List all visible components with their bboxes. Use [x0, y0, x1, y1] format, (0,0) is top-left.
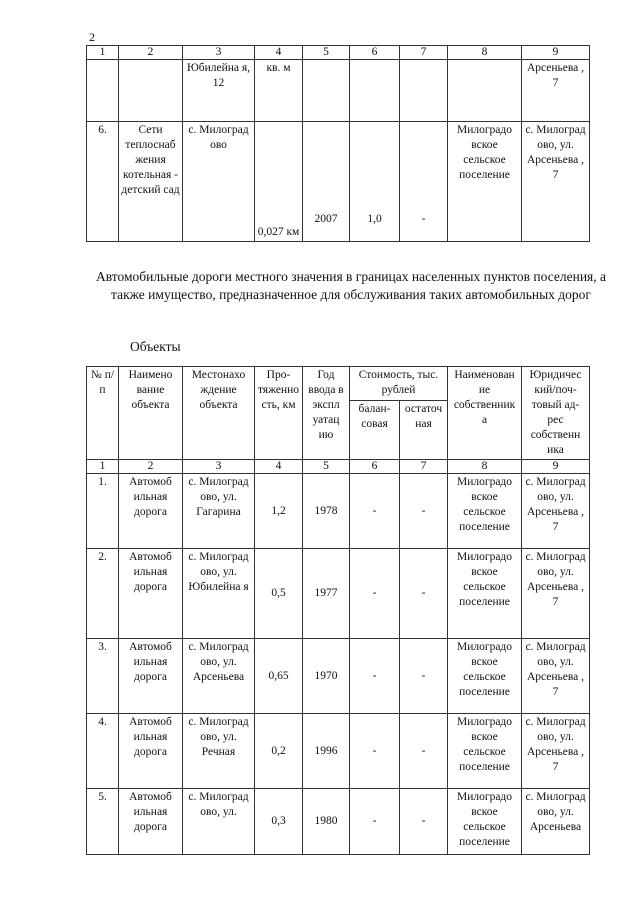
header-row: [87, 367, 590, 401]
section-heading: Автомобильные дороги местного значения в границах населенных пунктов поселения, а также имущество, предназначенное для обслуживания таких автомобильных дорог: [95, 269, 607, 302]
num-cell: 6.: [87, 122, 119, 242]
residual-cell: -: [400, 549, 448, 639]
colnum: 1: [87, 46, 119, 60]
year-cell: 1977: [303, 549, 350, 639]
table-row: [87, 714, 590, 789]
colnum: 5: [303, 460, 350, 474]
colnum: 8: [448, 46, 522, 60]
residual-cell: -: [400, 714, 448, 789]
balance-cell: -: [350, 789, 400, 855]
column-numbers-row: [87, 46, 590, 60]
header-length: Про- тяженно сть, км: [255, 367, 303, 460]
length-cell: 0,65: [255, 639, 303, 714]
balance-cell: -: [350, 549, 400, 639]
address-cell: Арсеньева , 7: [522, 60, 590, 122]
name-cell: Автомоб ильная дорога: [119, 549, 183, 639]
objects-label: Объекты: [130, 339, 181, 354]
header-owner: Наименован ие собственник а: [448, 367, 522, 460]
name-cell: Сети теплоснаб жения котельная - детский сад: [119, 122, 183, 242]
num-cell: 4.: [87, 714, 119, 789]
location-cell: Юбилейна я, 12: [183, 60, 255, 122]
address-cell: с. Милоград ово, ул. Арсеньева , 7: [522, 122, 590, 242]
header-balance: балансовая: [350, 400, 400, 459]
table-roads: [86, 366, 590, 855]
colnum: 3: [183, 460, 255, 474]
length-cell: 0,2: [255, 714, 303, 789]
name-cell: Автомоб ильная дорога: [119, 714, 183, 789]
address-cell: с. Милоград ово, ул. Арсеньева , 7: [522, 549, 590, 639]
length-cell: 0,5: [255, 549, 303, 639]
balance-cell: 1,0: [350, 122, 400, 242]
header-cost: Стоимость, тыс. рублей: [350, 367, 448, 401]
colnum: 6: [350, 460, 400, 474]
table-row: [87, 474, 590, 549]
num-cell: 3.: [87, 639, 119, 714]
colnum: 7: [400, 460, 448, 474]
table-heating-networks: [86, 45, 590, 242]
year-cell: 1980: [303, 789, 350, 855]
num-cell: 1.: [87, 474, 119, 549]
length-cell: 1,2: [255, 474, 303, 549]
colnum: 1: [87, 460, 119, 474]
year-cell: 1978: [303, 474, 350, 549]
length-cell: 0,027 км: [255, 122, 303, 242]
residual-cell: -: [400, 122, 448, 242]
table-row: [87, 789, 590, 855]
owner-cell: Милоградо вское сельское поселение: [448, 474, 522, 549]
colnum: 5: [303, 46, 350, 60]
location-cell: с. Милоград ово, ул. Юбилейна я: [183, 549, 255, 639]
address-cell: с. Милоград ово, ул. Арсеньева , 7: [522, 474, 590, 549]
balance-cell: -: [350, 714, 400, 789]
address-cell: с. Милоград ово, ул. Арсеньева , 7: [522, 714, 590, 789]
address-cell: с. Милоград ово, ул. Арсеньева , 7: [522, 639, 590, 714]
page-number: 2: [89, 30, 95, 44]
owner-cell: Милоградо вское сельское поселение: [448, 639, 522, 714]
balance-cell: -: [350, 639, 400, 714]
table-row: [87, 122, 590, 242]
colnum: 9: [522, 46, 590, 60]
owner-cell: Милоградо вское сельское поселение: [448, 122, 522, 242]
table-row: [87, 639, 590, 714]
colnum: 9: [522, 460, 590, 474]
owner-cell: Милоградо вское сельское поселение: [448, 714, 522, 789]
year-cell: 2007: [303, 122, 350, 242]
colnum: 6: [350, 46, 400, 60]
header-location: Местонахо ждение объекта: [183, 367, 255, 460]
address-cell: с. Милоград ово, ул. Арсеньева: [522, 789, 590, 855]
colnum: 2: [119, 46, 183, 60]
year-cell: 1970: [303, 639, 350, 714]
table-row: [87, 60, 590, 122]
colnum: 4: [255, 460, 303, 474]
residual-cell: -: [400, 474, 448, 549]
location-cell: с. Милоград ово, ул.: [183, 789, 255, 855]
location-cell: с. Милоград ово, ул. Арсеньева: [183, 639, 255, 714]
year-cell: 1996: [303, 714, 350, 789]
column-numbers-row: [87, 460, 590, 474]
header-num: № п/п: [87, 367, 119, 460]
table-row: [87, 549, 590, 639]
owner-cell: Милоградо вское сельское поселение: [448, 549, 522, 639]
colnum: 8: [448, 460, 522, 474]
location-cell: с. Милоград ово: [183, 122, 255, 242]
num-cell: 5.: [87, 789, 119, 855]
location-cell: с. Милоград ово, ул. Гагарина: [183, 474, 255, 549]
length-cell: 0,3: [255, 789, 303, 855]
num-cell: 2.: [87, 549, 119, 639]
colnum: 7: [400, 46, 448, 60]
header-name: Наимено вание объекта: [119, 367, 183, 460]
colnum: 3: [183, 46, 255, 60]
balance-cell: -: [350, 474, 400, 549]
owner-cell: Милоградо вское сельское поселение: [448, 789, 522, 855]
unit-cell: кв. м: [255, 60, 303, 122]
name-cell: Автомоб ильная дорога: [119, 789, 183, 855]
colnum: 4: [255, 46, 303, 60]
header-residual: остаточ ная: [400, 400, 448, 459]
header-address: Юридичес кий/поч- товый ад- рес собственн ика: [522, 367, 590, 460]
residual-cell: -: [400, 639, 448, 714]
name-cell: Автомоб ильная дорога: [119, 639, 183, 714]
location-cell: с. Милоград ово, ул. Речная: [183, 714, 255, 789]
colnum: 2: [119, 460, 183, 474]
residual-cell: -: [400, 789, 448, 855]
header-year: Год ввода в экспл уатац ию: [303, 367, 350, 460]
name-cell: Автомоб ильная дорога: [119, 474, 183, 549]
